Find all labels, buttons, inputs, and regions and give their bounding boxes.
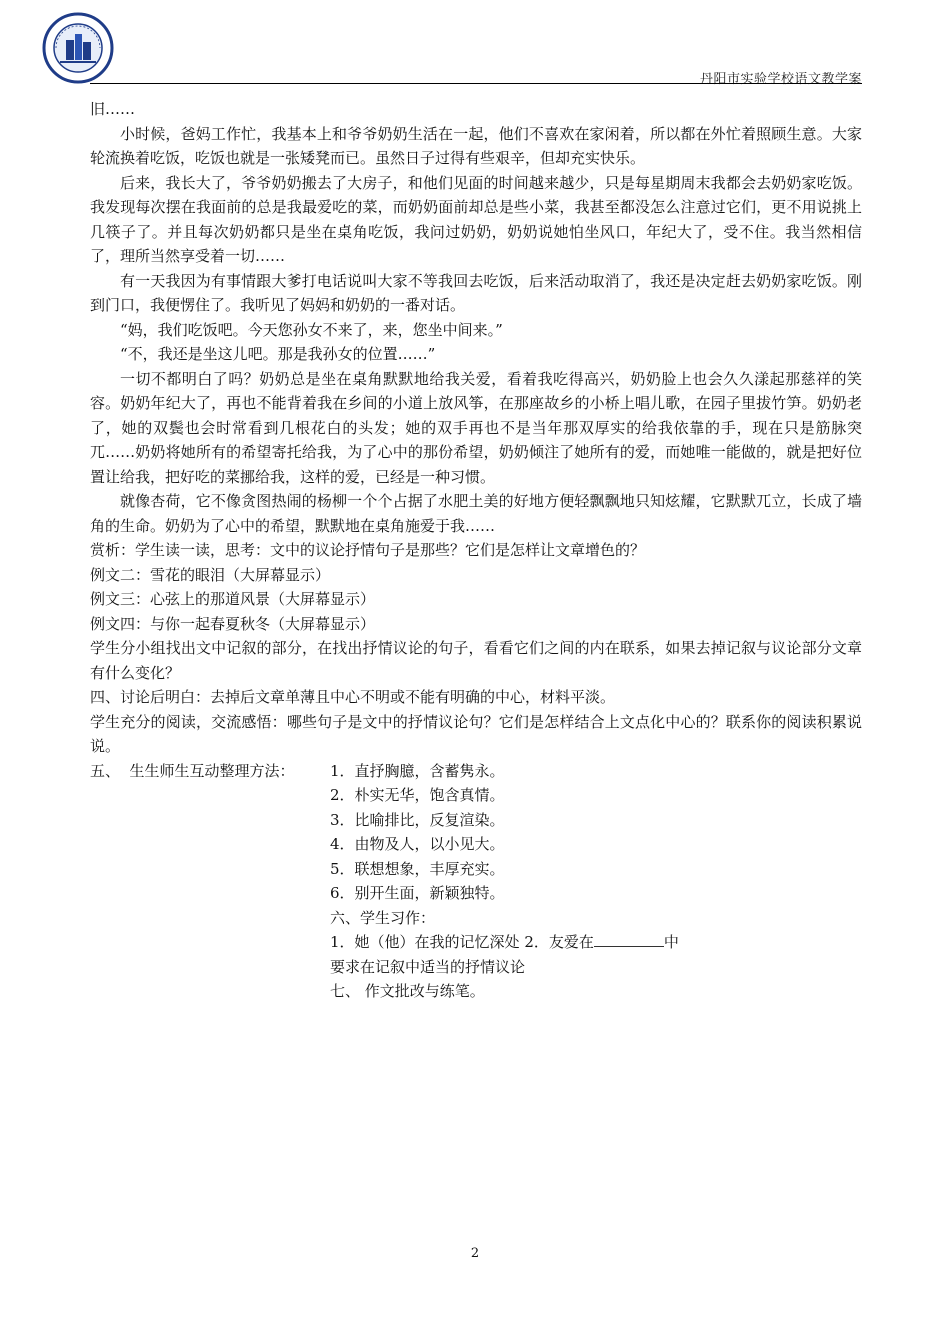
lesson-content (90, 97, 862, 1004)
writing-heading: 六、学生习作： (330, 908, 436, 927)
header-divider (90, 83, 862, 84)
group-task: 学生分小组找出文中记叙的部分，在找出抒情议论的句子，看看它们之间的内在联系，如果去掉记叙与议论部分文章有什么变化？ (90, 639, 862, 682)
appreciation-prompt: 赏析：学生读一读，思考：文中的议论抒情句子是那些？它们是怎样让文章增色的？ (90, 541, 646, 559)
paragraph: 小时候，爸妈工作忙，我基本上和爷爷奶奶生活在一起，他们不喜欢在家闲着，所以都在外忙着照顾生意。大家轮流换着吃饭，吃饭也就是一张矮凳而已。虽然日子过得有些艰辛，但却充实快乐。 (90, 124, 862, 167)
writing-topic-suffix: 中 (663, 933, 679, 951)
method-item: 5．联想想象，丰厚充实。 (330, 859, 505, 878)
method-item: 6．别开生面，新颖独特。 (330, 884, 505, 902)
example-text-3: 例文三：心弦上的那道风景（大屏幕显示） (90, 590, 376, 608)
dialogue-line: “不，我还是坐这儿吧。那是我孙女的位置……” (120, 345, 436, 363)
paragraph: 旧…… (90, 100, 136, 118)
reading-task: 学生充分的阅读，交流感悟：哪些句子是文中的抒情议论句？它们是怎样结合上文点化中心的？联系你的阅读积累说说。 (90, 712, 862, 755)
example-text-2: 例文二：雪花的眼泪（大屏幕显示） (90, 565, 331, 584)
method-item: 3．比喻排比，反复渲染。 (330, 810, 505, 829)
dialogue-line: “妈，我们吃饭吧。今天您孙女不来了，来，您坐中间来。” (120, 320, 503, 339)
grading-heading: 七、 作文批改与练笔。 (330, 982, 485, 1000)
writing-requirement: 要求在记叙中适当的抒情议论 (330, 957, 526, 976)
methods-section (90, 759, 862, 906)
methods-heading: 五、 生生师生互动整理方法： (90, 761, 295, 780)
writing-topic-text: 1．她（他）在我的记忆深处 2．友爱在 (330, 933, 594, 951)
example-text-4: 例文四：与你一起春夏秋冬（大屏幕显示） (90, 614, 376, 633)
discussion-conclusion: 四、讨论后明白：去掉后文章单薄且中心不明或不能有明确的中心，材料平淡。 (90, 688, 616, 706)
page-number: 2 (470, 1246, 480, 1261)
method-item: 2．朴实无华，饱含真情。 (330, 786, 505, 804)
paragraph: 后来，我长大了，爷爷奶奶搬去了大房子，和他们见面的时间越来越少，只是每星期周末我都会去奶奶家吃饭。我发现每次摆在我面前的总是我最爱吃的菜，而奶奶面前却总是些小菜，我甚至都没怎么注意过它们，更不用说挑上几筷子了。并且每次奶奶都只是坐在桌角吃饭，我问过奶奶，奶奶说她怕坐风口，年纪大了，受不住。我当然相信了，理所当然享受着一切…… (90, 173, 862, 265)
method-item: 1．直抒胸臆，含蓄隽永。 (330, 761, 505, 780)
header-title: 丹阳市实验学校语文教学案 (699, 72, 862, 87)
paragraph: 一切不都明白了吗？奶奶总是坐在桌角默默地给我关爱，看着我吃得高兴，奶奶脸上也会久久漾起那慈祥的笑容。奶奶年纪大了，再也不能背着我在乡间的小道上放风筝，在那座故乡的小桥上唱儿歌，在园子里拔竹笋。奶奶老了，她的双鬓也会时常看到几根花白的头发；她的双手再也不是当年那双厚实的给我依靠的手，现在只是筋脉突兀……奶奶将她所有的希望寄托给我，为了心中的那份希望，奶奶倾注了她所有的爱，而她唯一能做的，就是把好位置让给我，把好吃的菜挪给我，这样的爱，已经是一种习惯。 (90, 369, 862, 486)
writing-topics (90, 930, 862, 955)
fill-in-blank (594, 930, 664, 947)
methods-list (330, 759, 862, 906)
paragraph: 就像杏荷，它不像贪图热闹的杨柳一个个占据了水肥土美的好地方便轻飘飘地只知炫耀，它默默兀立，长成了墙角的生命。奶奶为了心中的希望，默默地在桌角施爱于我…… (90, 492, 862, 535)
method-item: 4．由物及人，以小见大。 (330, 835, 505, 853)
paragraph: 有一天我因为有事情跟大爹打电话说叫大家不等我回去吃饭，后来活动取消了，我还是决定赶去奶奶家吃饭。刚到门口，我便愣住了。我听见了妈妈和奶奶的一番对话。 (90, 271, 862, 314)
